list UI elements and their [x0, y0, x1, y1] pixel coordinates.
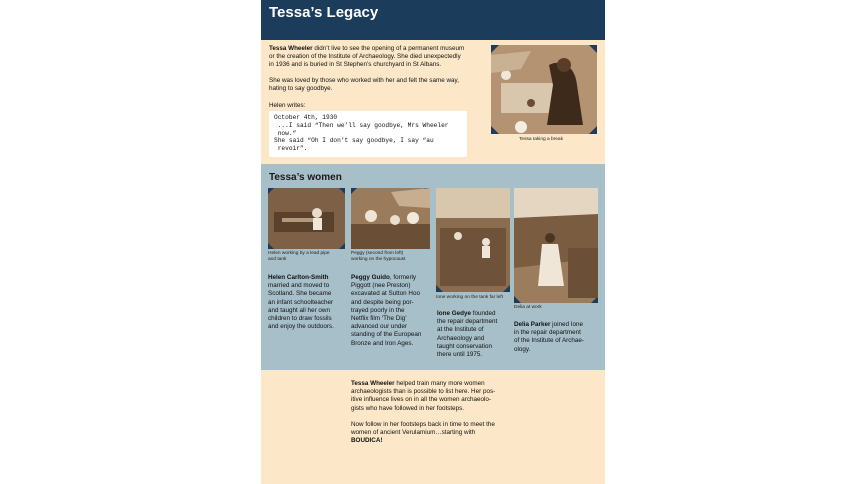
closing-section: [261, 370, 605, 484]
header-bar: [261, 0, 605, 40]
peggy-name: Peggy Guido: [351, 274, 390, 281]
delia-name: Delia Parker: [514, 321, 551, 328]
closing-paragraph-2: Now follow in her footsteps back in time to meet the women of ancient Verulamium…starting with BOUDICA!: [351, 421, 495, 445]
closing-paragraph-1: Tessa Wheeler helped train many more women archaeologists than is possible to list here. Her pos- itive influence lives on in all the women archaeolo- gists who have followed in her footsteps.: [351, 380, 496, 412]
helen-caption: Helen working by a lead pipe and tank: [268, 251, 330, 262]
tessa-break-caption: Tessa taking a break: [519, 137, 563, 142]
boudica-link-text: BOUDICA!: [351, 437, 383, 445]
helen-photo: [268, 188, 345, 249]
helen-bio: Helen Carlton-Smith married and moved to Scotland. She became an infant schoolteacher and taught all her own children to draw fossils and enjoy the outdoors.: [268, 274, 334, 331]
helen-name: Helen Carlton-Smith: [268, 274, 329, 281]
helen-writes-label: Helen writes:: [269, 102, 306, 109]
delia-caption: Delia at work: [514, 305, 542, 310]
letter-quote: October 4th, 1930 ...I said “Then we’ll say goodbye, Mrs Wheeler now.” She said “Oh I don’t say goodbye, I say “au revoir”.: [269, 111, 467, 157]
page-title: Tessa’s Legacy: [269, 4, 379, 21]
ione-photo: [436, 188, 510, 292]
delia-bio: Delia Parker joined Ione in the repair department of the Institute of Archae- ology.: [514, 321, 585, 353]
tessa-name: Tessa Wheeler: [269, 45, 313, 52]
peggy-caption: Peggy (second from left) working on the hypocaust: [351, 251, 406, 262]
intro-paragraph-2: She was loved by those who worked with her and felt the same way, hating to say goodbye.: [269, 77, 459, 93]
peggy-bio: Peggy Guido, formerly Piggott (nee Preston) excavated at Sutton Hoo and despite being por- trayed poorly in the Netflix film ‘The Dig’ advanced our under standing of the European Bronze and Iron Ages.: [351, 274, 422, 347]
tessa-break-photo: [491, 45, 597, 134]
intro-section: [261, 40, 605, 164]
legacy-panel: [261, 0, 605, 484]
ione-bio: Ione Gedye founded the repair department at the Institute of Archaeology and taught conservation there until 1975.: [437, 310, 498, 359]
peggy-photo: [351, 188, 430, 249]
intro-paragraph-1: Tessa Wheeler didn’t live to see the opening of a permanent museum or the creation of the Institute of Archaeology. She died unexpectedly in 1936 and is buried in St Stephen’s churchyard in St Albans.: [269, 45, 465, 69]
ione-name: Ione Gedye: [437, 310, 471, 317]
closing-tessa-name: Tessa Wheeler: [351, 380, 395, 387]
ione-caption: Ione working on the tank far left: [436, 295, 503, 300]
womens-section: [261, 164, 605, 370]
delia-photo: [514, 188, 598, 303]
section-title: Tessa’s women: [269, 172, 342, 183]
